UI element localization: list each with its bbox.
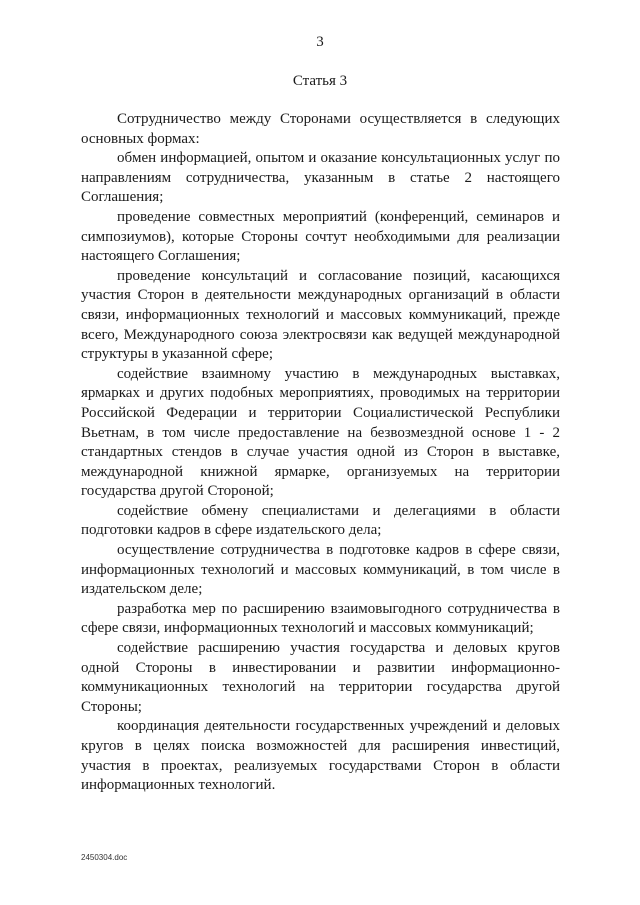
- paragraph: координация деятельности государственных учреждений и деловых кругов в целях поиска возможностей для расширения инвестиций, участия в проектах, реализуемых государствами Сторон в области информационных технологий.: [81, 718, 560, 794]
- paragraph: содействие взаимному участию в международных выставках, ярмарках и других подобных мероприятиях, проводимых на территории Российской Федерации и территории Социалистической Республики Вьетнам, в том числе предоставление на безвозмездной основе 1 - 2 стандартных стендов в случае участия одной из Сторон в выставке, международной книжной ярмарке, организуемых на территории государства другой Стороной;: [81, 365, 560, 500]
- paragraph: разработка мер по расширению взаимовыгодного сотрудничества в сфере связи, информационных технологий и массовых коммуникаций;: [81, 600, 560, 637]
- page-number: 3: [316, 34, 324, 50]
- paragraph: обмен информацией, опытом и оказание консультационных услуг по направлениям сотрудничества, указанным в статье 2 настоящего Соглашения;: [81, 150, 560, 206]
- paragraph: содействие обмену специалистами и делегациями в области подготовки кадров в сфере издательского дела;: [81, 502, 560, 539]
- paragraph: содействие расширению участия государства и деловых кругов одной Стороны в инвестировании и развитии информационно-коммуникационных технологий на территории государства другой Стороны;: [81, 640, 560, 715]
- footer-filename: 2450304.doc: [81, 853, 128, 862]
- article-title: Статья 3: [292, 73, 348, 89]
- paragraph: Сотрудничество между Сторонами осуществляется в следующих основных формах:: [81, 111, 560, 147]
- paragraph: проведение совместных мероприятий (конференций, семинаров и симпозиумов), которые Стороны сочтут необходимыми для реализации настоящего Соглашения;: [81, 208, 560, 265]
- article-body: [81, 110, 560, 796]
- paragraph: осуществление сотрудничества в подготовке кадров в сфере связи, информационных технологий и массовых коммуникаций, в том числе в издательском деле;: [81, 542, 560, 598]
- paragraph: проведение консультаций и согласование позиций, касающихся участия Сторон в деятельности международных организаций в области связи, информационных технологий и массовых коммуникаций, прежде всего, Международного союза электросвязи как ведущей международной структуры в указанной сфере;: [81, 267, 560, 363]
